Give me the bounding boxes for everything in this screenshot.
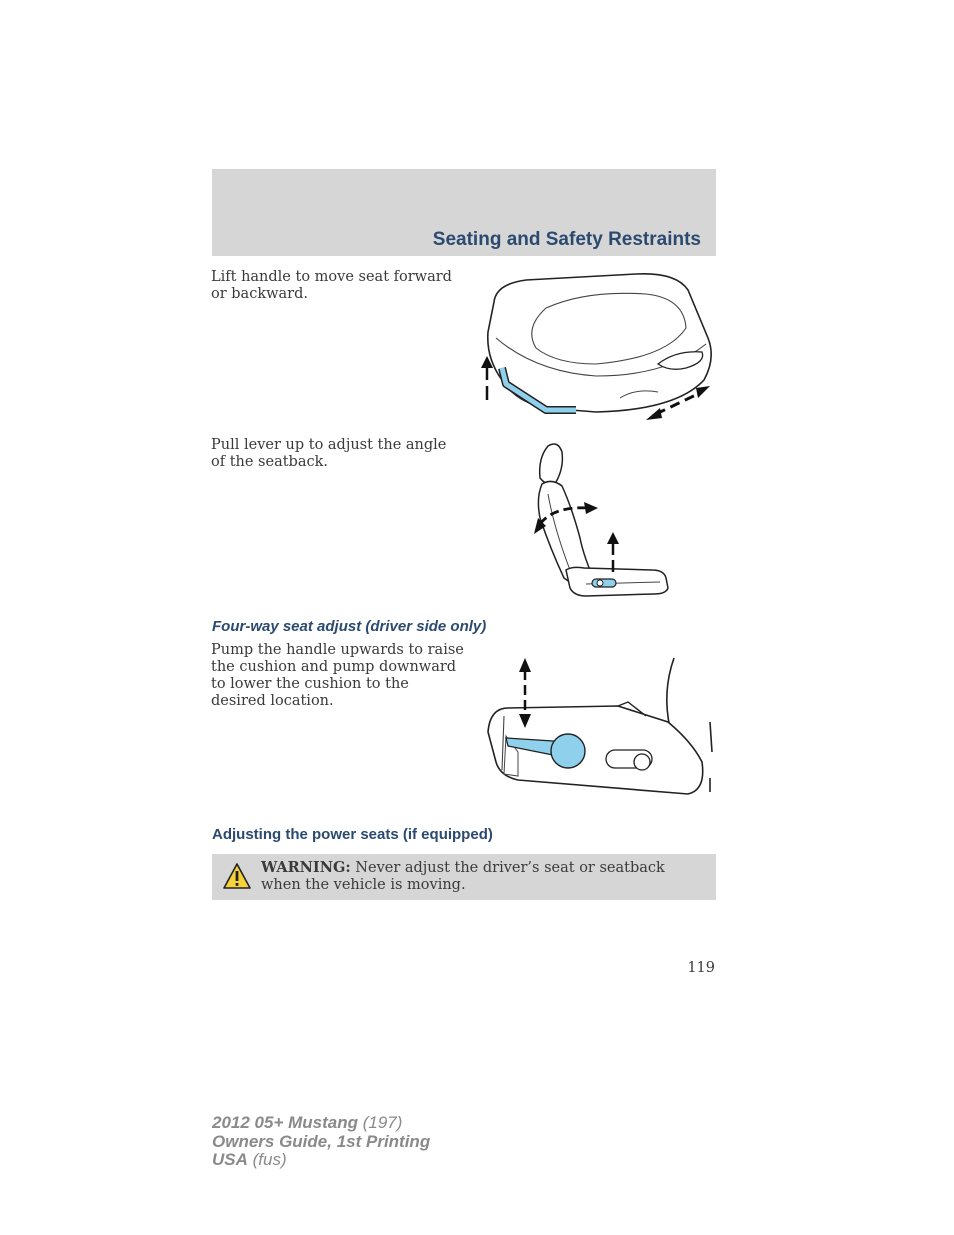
seatback-recline-figure <box>526 438 676 602</box>
section-title: Seating and Safety Restraints <box>432 229 701 250</box>
four-way-heading: Four-way seat adjust (driver side only) <box>212 618 487 635</box>
warning-box <box>212 854 716 900</box>
recline-instruction: Pull lever up to adjust the angle of the seatback. <box>211 437 447 470</box>
footer-edition-info <box>212 1114 430 1170</box>
warning-label: WARNING: <box>261 859 351 876</box>
power-seats-heading: Adjusting the power seats (if equipped) <box>212 826 493 843</box>
warning-message: Never adjust the driver’s seat or seatback when the vehicle is moving. <box>261 860 665 893</box>
footer-line-2: Owners Guide, 1st Printing <box>212 1131 431 1151</box>
warning-triangle-icon <box>222 862 252 890</box>
footer-market: USA <box>212 1150 248 1169</box>
footer-model-code: (197) <box>362 1113 403 1132</box>
footer-line-1 <box>212 1114 430 1133</box>
warning-text <box>261 859 707 894</box>
footer-market-code: (fus) <box>252 1150 287 1169</box>
section-header-band <box>212 169 716 256</box>
footer-line-3 <box>212 1151 430 1170</box>
seat-track-figure <box>476 268 716 428</box>
four-way-instruction: Pump the handle upwards to raise the cushion and pump downward to lower the cushion to the desired location. <box>211 642 464 709</box>
footer-model: 2012 05+ Mustang <box>212 1113 358 1132</box>
forward-back-instruction: Lift handle to move seat forward or backward. <box>211 269 452 302</box>
four-way-adjust-figure <box>478 652 716 798</box>
page-number: 119 <box>687 960 715 976</box>
